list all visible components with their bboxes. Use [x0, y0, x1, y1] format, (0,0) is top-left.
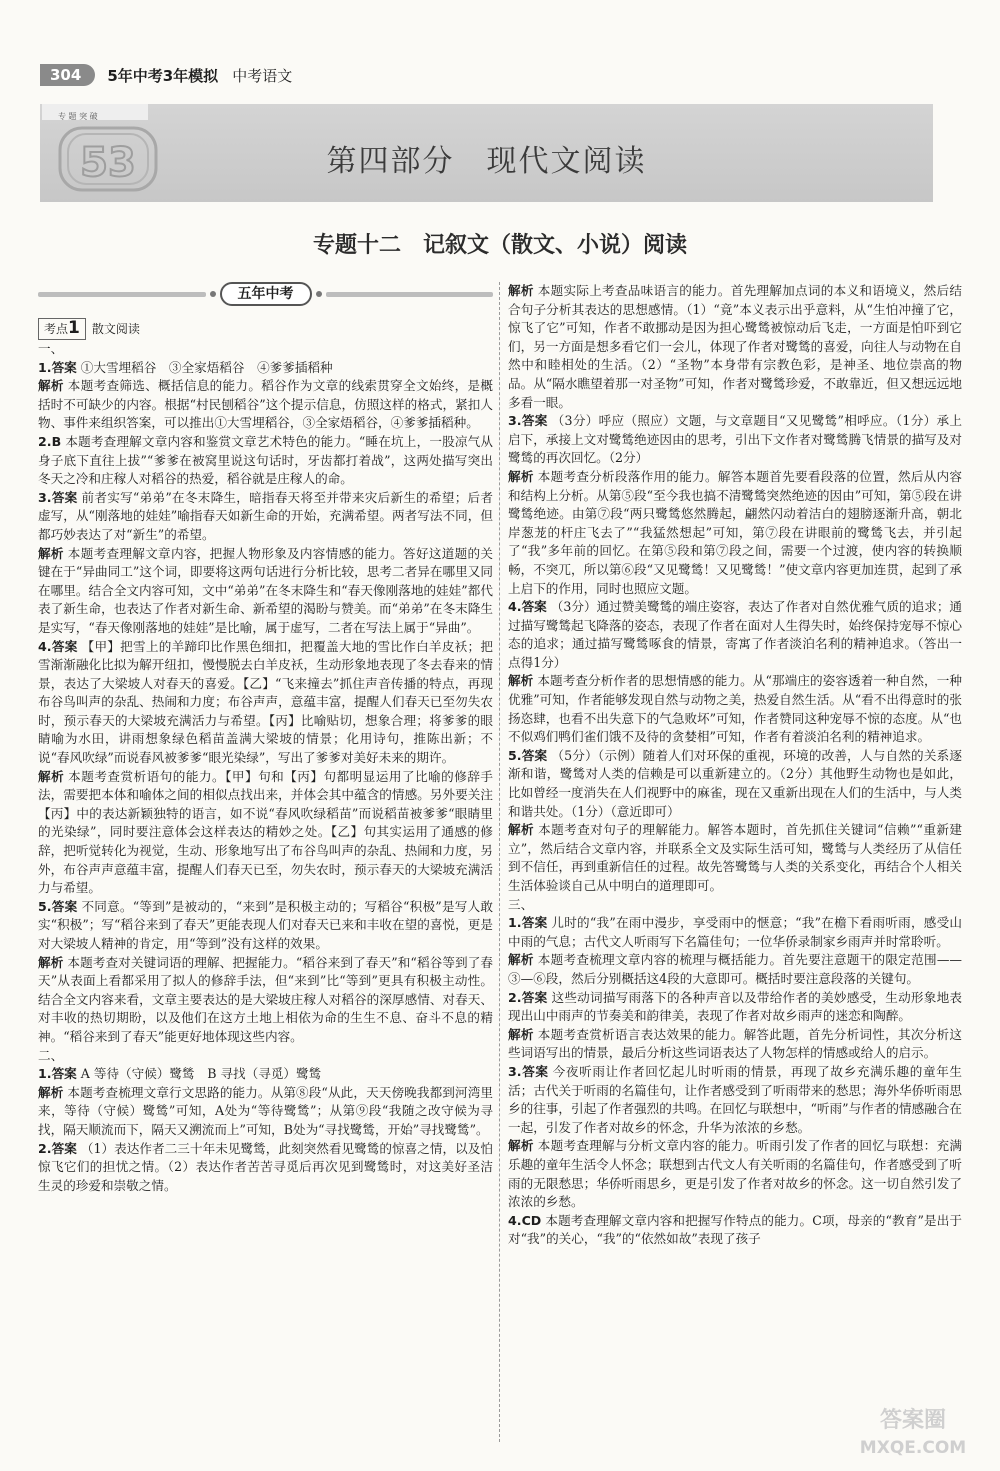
- section-label: 五年中考: [220, 282, 312, 307]
- item-text: 本题考查梳理文章内容的梳理与概括能力。首先要注意题干的限定范围——③—⑥段，然后分别概括这4段的大意即可。概括时要注意段落的关键句。: [508, 952, 963, 986]
- svg-text:53: 53: [80, 140, 136, 186]
- section-bar: [38, 282, 493, 306]
- item-text: 前者实写“弟弟”在冬末降生，暗指春天将至并带来灾后新生的希望；后者虚写，从“刚落地的娃娃”喻指春天如新生命的开始，充满希望。两者写法不同，但都巧妙表达了对“新生”的希望。: [38, 489, 493, 542]
- item-tag: 答案: [521, 1063, 549, 1079]
- item-tag: 解析: [38, 954, 64, 970]
- bar-dot: [210, 291, 216, 297]
- question-number: 3.: [508, 1063, 522, 1079]
- kaodian-heading: [38, 318, 493, 340]
- part-marker: 一、: [38, 341, 64, 356]
- item-text: 本题考查理解文章内容，把握人物形象及内容情感的能力。答好这道题的关键在于“异曲同工”这个词，即要将这两句话进行分析比较，思考二者异在哪里又同在哪里。结合全文内容可知，文中“弟弟”在冬末降生和“春天像刚落地的娃娃”都代表了新生命，也表达了作者对新生命、新希望的渴盼与赞美。而“弟弟”在冬末降生是实写，“春天像刚落地的娃娃”是比喻，属于虚写，二者在写法上属于“异曲”。: [38, 545, 494, 635]
- answer-item: [38, 433, 493, 489]
- item-tag: 解析: [508, 283, 534, 298]
- item-text: 本题考查理解文章内容和鉴赏文章艺术特色的能力。“睡在坑上，一股凉气从身子底下直往上拔”“爹爹在被窝里说这句话时，牙齿都打着战”，这两处描写突出冬天之冷和庄稼人对稻谷的热爱，稻谷就是庄稼人的命。: [38, 433, 493, 487]
- question-number: 4.: [508, 599, 522, 615]
- item-tag: 解析: [38, 545, 64, 561]
- item-tag: 解析: [508, 1138, 534, 1154]
- book-subtitle: 中考语文: [232, 66, 293, 85]
- question-number: 1.: [38, 359, 52, 375]
- item-tag: 答案: [521, 747, 548, 763]
- topic-title: 专题十二 记叙文（散文、小说）阅读: [312, 233, 687, 258]
- item-text: 本题考查对关键词语的理解、把握能力。“稻谷来到了春天”和“稻谷等到了春天”从表面上看都采用了拟人的修辞手法，但“来到”比“等到”更具有积极主动性。结合全文内容来看，文章主要表达的是大梁坡庄稼人对稻谷的深厚感情、对春天、对丰收的热切期盼，以及他们在这方土地上相依为命的生生不息、奋斗不息的精神。“稻谷来到了春天”能更好地体现这些内容。: [38, 954, 493, 1044]
- item-tag: 解析: [508, 673, 534, 689]
- item-text: 本题考查理解与分析文章内容的能力。听雨引发了作者的回忆与联想：充满乐趣的童年生活令人怀念；联想到古代文人有关听雨的名篇佳句，作者感受到了听雨的无限愁思；华侨听雨思乡，更是引发了作者对故乡的怀念。这一切自然引发了浓浓的乡愁。: [508, 1138, 963, 1210]
- item-tag: 答案: [51, 638, 78, 654]
- question-number: 1.: [38, 1066, 52, 1082]
- question-number: 3.: [38, 489, 52, 505]
- part-marker: 二、: [38, 1047, 64, 1063]
- item-tag: 解析: [38, 378, 64, 394]
- answer-item: [508, 468, 962, 598]
- item-tag: 答案: [521, 989, 548, 1005]
- bar-line: [38, 292, 206, 297]
- item-text: 【甲】把雪上的羊蹄印比作黑色细扣，把覆盖大地的雪比作白羊皮袄；把雪渐渐融化比拟为解开纽扣，慢慢脱去白羊皮袄，生动形象地表现了冬去春来的情景，表达了大梁坡人对春天的喜爱。【乙】“飞来撞去”抓住声音传播的特点，再现布谷鸟叫声的杂乱、热闹和力度；布谷声声，意蕴丰富，提醒人们春天已至勿失农时，预示春天的大梁坡充满活力与希望。【丙】比喻贴切，想象合理；将爹爹的眼睛喻为水田，讲雨想象绿色稻苗盖满大梁坡的情景；化用诗句，推陈出新；不说“春风吹绿”而说春风被爹爹“眼光染绿”，写出了爹爹对美好未来的期许。: [38, 638, 494, 766]
- question-number: 4.: [38, 638, 52, 654]
- question-number: 5.: [508, 747, 522, 763]
- page-header: [40, 62, 292, 88]
- answer-item: [508, 1212, 962, 1249]
- kaodian-text: 散文阅读: [91, 321, 140, 336]
- answer-item: [38, 768, 493, 898]
- item-tag: B: [51, 433, 62, 449]
- item-tag: 答案: [51, 1140, 77, 1156]
- question-number: 3.: [508, 413, 522, 429]
- item-text: 本题考查分析作者的思想情感的能力。从“那端庄的姿容透着一种自然，一种优雅”可知，作者能够发现自然与动物之美，热爱自然生活。从“看不出得意时的张扬恣肆，也看不出失意下的气急败坏”可知，作者赞同这种宠辱不惊的态度。从“也不似鸡们鸭们雀们饿不及待的贪婪相”可知，作者有着淡泊名利的精神追求。: [508, 673, 962, 745]
- item-text: A 等待（守候）鹭鸶 B 寻找（寻觅）鹭鸶: [80, 1066, 322, 1082]
- item-tag: 答案: [521, 915, 548, 931]
- item-text: 儿时的“我”在雨中漫步，享受雨中的惬意；“我”在檐下看雨听雨，感受山中雨的气息；古代文人听雨写下名篇佳句；一位华侨录制家乡雨声并时常聆听。: [508, 915, 963, 949]
- question-number: 5.: [38, 898, 52, 914]
- part-banner: [40, 104, 933, 202]
- item-text: 这些动词描写雨落下的各种声音以及带给作者的美妙感受，生动形象地表现出山中雨声的节奏美和韵律美，表现了作者对故乡雨声的迷恋和陶醉。: [508, 989, 963, 1024]
- answer-item: [508, 282, 962, 412]
- item-tag: 答案: [51, 489, 78, 505]
- answer-item: [508, 1137, 962, 1211]
- item-text: 本题考查分析段落作用的能力。解答本题首先要看段落的位置，然后从内容和结构上分析。从第⑤段“至今我也搞不清鹭鸶突然绝迹的因由”可知，第⑤段在讲鹭鸶绝迹。由第⑦段“两只鹭鸶悠然腾起，翩然闪动着洁白的翅膀逐渐升高，朝北岸葱茏的杆庄飞去了”“我猛然想起”可知，第⑦段在讲眼前的鹭鸶飞去，并引起了“我”多年前的回忆。在第⑤段和第⑦段之间，需要一个过渡，使内容的转换顺畅，不突兀，所以第⑥段“又见鹭鸶！又见鹭鸶！”使文章内容更加连贯，起到了承上启下的作用，同时也照应文题。: [508, 468, 963, 596]
- svg-text:MXQE.COM: MXQE.COM: [859, 1438, 967, 1458]
- answer-item: [508, 747, 962, 821]
- right-column: [508, 282, 962, 1249]
- answer-item: [508, 821, 962, 895]
- item-tag: 解析: [508, 952, 534, 968]
- item-text: （1）表达作者二三十年未见鹭鸶，此刻突然看见鹭鸶的惊喜之情，以及怕惊飞它们的担忧之情。（2）表达作者苦苦寻觅后再次见到鹭鸶时，对这美好圣洁生灵的珍爱和崇敬之情。: [38, 1140, 494, 1193]
- question-number: 2.: [508, 989, 522, 1005]
- item-text: 本题实际上考查品味语言的能力。首先理解加点词的本义和语境义，然后结合句子分析其表达的思想感情。（1）“竟”本义表示出乎意料，从“生怕冲撞了它，惊飞了它”可知，作者不敢挪动是因为担心鹭鸶被惊动后飞走，一方面是怕吓到它们，另一方面是想多看它们一会儿，体现了作者对鹭鸶的喜爱，向往人与动物在自然中和睦相处的生活。（2）“圣物”本身带有宗教色彩，是神圣、地位崇高的物品。从“隔水瞧望着那一对圣物”可知，作者对鹭鸶珍爱，不敢靠近，但又想远远地多看一眼。: [508, 283, 963, 410]
- answer-item: [38, 359, 493, 378]
- question-number: 4.: [508, 1212, 522, 1228]
- bar-line: [326, 292, 494, 297]
- answer-item: [38, 954, 493, 1047]
- svg-text:答案圈: 答案圈: [879, 1408, 947, 1433]
- answer-item: [508, 1026, 962, 1063]
- item-text: 不同意。“等到”是被动的，“来到”是积极主动的；写稻谷“积极”是写人敢实“积极”；写“稻谷来到了春天”更能表现人们对春天已来和丰收在望的喜悦，更是对大梁坡人精神的肯定，用“等到”没有这样的效果。: [38, 898, 493, 951]
- item-text: 本题考查理解文章内容和把握写作特点的能力。C项，母亲的“教育”是出于对“我”的关心，“我”的“依然如故”表现了孩子: [508, 1212, 962, 1247]
- item-text: 本题考查梳理文章行文思路的能力。从第⑧段“从此，天天傍晚我都到河湾里来，等待（守候）鹭鸶”可知，A处为“等待鹭鸶”；从第⑨段“我随之改守候为寻找，隔天顺流而下，隔天又溯流而上”可知，B处为“寻找鹭鸶，开始”寻找鹭鸶”。: [38, 1084, 493, 1137]
- item-tag: 答案: [51, 898, 78, 914]
- answer-item: [508, 951, 962, 988]
- answer-item: [38, 377, 493, 433]
- answer-item: [38, 489, 493, 545]
- question-number: 2.: [38, 433, 52, 449]
- item-tag: 解析: [508, 822, 535, 838]
- bar-dot: [316, 291, 322, 297]
- item-tag: 答案: [51, 1066, 77, 1082]
- left-answer-list: [38, 340, 493, 1195]
- right-answer-list: [508, 282, 962, 1249]
- answer-item: [508, 598, 962, 672]
- answer-item: [508, 672, 962, 746]
- answer-item: [38, 545, 493, 638]
- question-number: 1.: [508, 915, 522, 931]
- answer-item: [38, 1140, 493, 1196]
- item-tag: 答案: [51, 359, 77, 375]
- item-tag: 解析: [508, 468, 534, 484]
- item-text: 本题考查筛选、概括信息的能力。稻谷作为文章的线索贯穿全文始终，是概括时不可缺少的内容。根据“村民刨稻谷”这个提示信息，仿照这样的格式，紧扣人物、事件来组织答案，可以推出①大雪埋稻谷，③全家焐稻谷，④爹爹插稻种。: [38, 378, 494, 431]
- item-tag: 答案: [521, 599, 547, 615]
- item-tag: 解析: [38, 768, 65, 784]
- answer-item: [38, 898, 493, 954]
- item-text: 今夜听雨让作者回忆起儿时听雨的情景，再现了故乡充满乐趣的童年生活；古代关于听雨的名篇佳句，让作者感受到了听雨带来的愁思；海外华侨听雨思乡的往事，引起了作者强烈的共鸣。在回忆与联想中，“听雨”与作者的情感融合在一起，引发了作者对故乡的怀念，升华为浓浓的乡愁。: [508, 1063, 963, 1135]
- item-text: 本题考查对句子的理解能力。解答本题时，首先抓住关键词“信赖”“重新建立”，然后结合文章内容，并联系全文及实际生活可知，鹭鸶与人类经历了从信任到不信任，再到重新信任的过程。故先答鹭鸶与人类的关系变化，再结合个人相关生活体验谈自己从中明白的道理即可。: [508, 822, 962, 893]
- item-text: （3分）通过赞美鹭鸶的端庄姿容，表达了作者对自然优雅气质的追求；通过描写鹭鸶起飞降落的姿态，表现了作者在面对人生得失时，始终保持宠辱不惊心态的追求；通过描写鹭鸶啄食的情景，寄寓了作者淡泊名利的精神追求。（答出一点得1分）: [508, 599, 963, 670]
- kaodian-box: 考点1: [38, 318, 86, 340]
- column-divider: [499, 282, 500, 1442]
- item-text: ①大雪埋稻谷 ③全家焐稻谷 ④爹爹插稻种: [80, 359, 333, 375]
- item-tag: 解析: [38, 1084, 64, 1100]
- answer-item: [38, 638, 493, 768]
- part-title: 第四部分 现代文阅读: [326, 144, 647, 179]
- answer-item: [38, 1065, 493, 1084]
- answer-item: [508, 989, 962, 1026]
- page-number: 304: [40, 64, 95, 86]
- item-tag: CD: [521, 1212, 542, 1228]
- item-text: 本题考查赏析语句的能力。【甲】句和【丙】句都明显运用了比喻的修辞手法，需要把本体和喻体之间的相似点找出来，并体会其中蕴含的情感。另外要关注【丙】中的表达新颖独特的语言，如不说“春风吹绿稻苗”而说稻苗被爹爹“眼睛里的光染绿”，同时要注意体会这样表达的精妙之处。【乙】句其实运用了通感的修辞，把听觉转化为视觉，生动、形象地写出了布谷鸟叫声的杂乱、热闹和力度，另外，布谷声声意蕴丰富，提醒人们春天已至，勿失农时，预示春天的大梁坡充满活力与希望。: [38, 768, 494, 896]
- watermark: [848, 1401, 978, 1461]
- answer-item: [508, 412, 962, 468]
- item-text: （3分）呼应（照应）文题，与文章题目“又见鹭鸶”相呼应。（1分）承上启下，承接上文对鹭鸶绝迹因由的思考，引出下文作者对鹭鸶腾飞情景的描写及对鹭鸶的再次回忆。（2分）: [508, 413, 962, 466]
- answer-item: [508, 1063, 962, 1137]
- item-text: （5分）（示例）随着人们对环保的重视，环境的改善，人与自然的关系逐渐和谐，鹭鸶对人类的信赖是可以重新建立的。（2分）其他野生动物也是如此，比如曾经一度消失在人们视野中的麻雀，现在又重新出现在人们的生活中，与人类和谐共处。（1分）（意近即可）: [508, 747, 962, 819]
- part-marker: 三、: [508, 896, 534, 912]
- item-text: 本题考查赏析语言表达效果的能力。解答此题，首先分析词性，其次分析这些词语写出的情景，最后分析这些词语表达了人物怎样的情感或给人的启示。: [508, 1026, 963, 1061]
- item-tag: 答案: [521, 413, 548, 429]
- banner-tab: 专 题 突 破: [42, 104, 148, 120]
- item-tag: 解析: [508, 1026, 534, 1042]
- question-number: 2.: [38, 1140, 52, 1156]
- answer-item: [38, 1084, 493, 1140]
- answer-item: [508, 914, 962, 951]
- book-title: 5年中考3年模拟: [107, 66, 219, 85]
- left-column: [38, 282, 493, 1195]
